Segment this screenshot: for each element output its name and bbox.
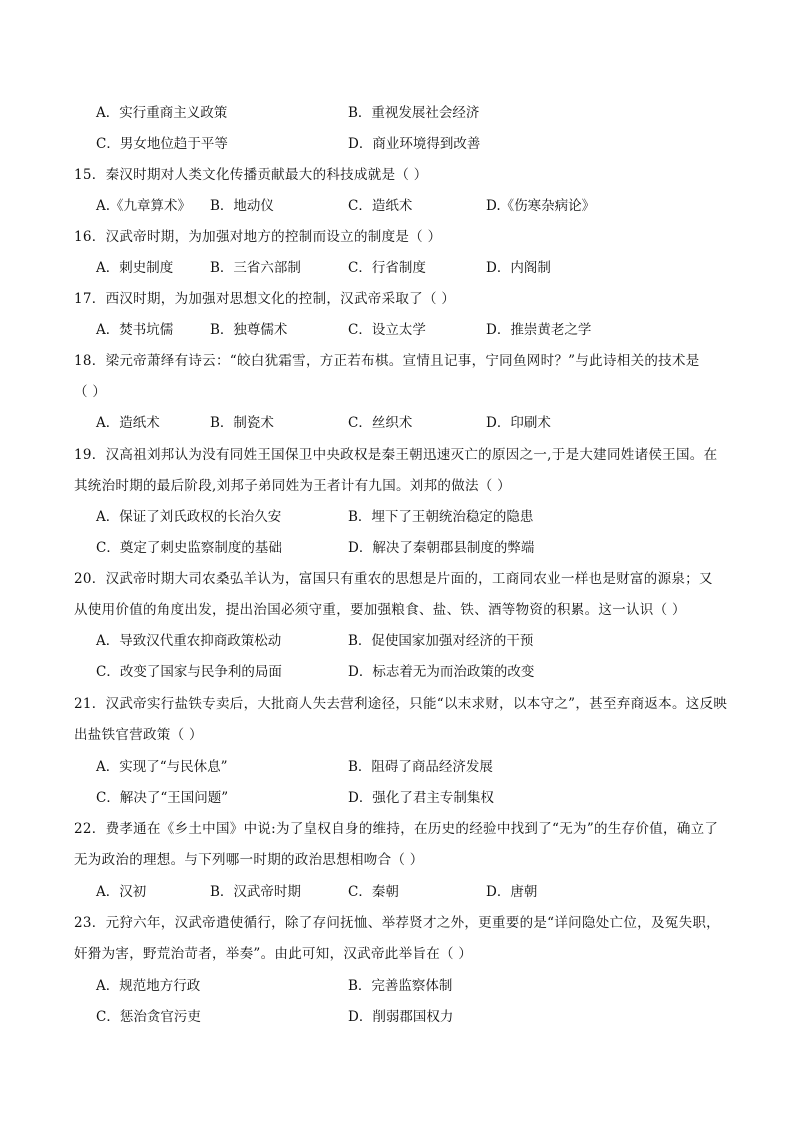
q15-option-b: B．地动仪 [210, 198, 274, 214]
q21-option-b: B．阻碍了商品经济发展 [348, 759, 493, 775]
q16-option-a: A．刺史制度 [96, 260, 174, 276]
question-20-line-2 [0, 599, 794, 621]
q17-stem: 17．西汉时期，为加强对思想文化的控制，汉武帝采取了（ ） [74, 291, 456, 307]
q19-option-a: A．保证了刘氏政权的长治久安 [96, 509, 282, 525]
q19-stem-line-1: 19．汉高祖刘邦认为没有同姓王国保卫中央政权是秦王朝迅速灭亡的原因之一,于是大建同姓诸侯王国。在 [74, 447, 718, 463]
q21-option-a: A．实现了“与民休息” [96, 759, 228, 775]
q19-stem-line-2: 其统治时期的最后阶段,刘邦子弟同姓为王者计有九国。刘邦的做法（ ） [74, 478, 511, 494]
q19-option-b: B．埋下了王朝统治稳定的隐患 [348, 509, 534, 525]
q19-option-c: C．奠定了刺史监察制度的基础 [96, 540, 282, 556]
q17-options [0, 319, 794, 341]
q23-option-a: A．规范地方行政 [96, 978, 201, 994]
q21-option-d: D．强化了君主专制集权 [348, 790, 494, 806]
q19-option-d: D．解决了秦朝郡县制度的弊端 [348, 540, 535, 556]
q21-stem-line-1: 21．汉武帝实行盐铁专卖后，大批商人失去营利途径，只能“以末求财，以本守之”，甚至弃商返本。这反映 [74, 696, 728, 712]
q16-options [0, 257, 794, 279]
q16-option-d: D．内阁制 [486, 260, 551, 276]
q22-option-b: B．汉武帝时期 [210, 884, 301, 900]
q17-option-b: B．独尊儒术 [210, 322, 288, 338]
q22-options [0, 881, 794, 903]
q17-option-c: C．设立太学 [348, 322, 426, 338]
q18-option-c: C．丝织术 [348, 415, 413, 431]
q15-option-d: D.《伤寒杂病论》 [486, 198, 596, 214]
q14-option-d: D．商业环境得到改善 [348, 136, 481, 152]
q20-stem-line-1: 20．汉武帝时期大司农桑弘羊认为，富国只有重农的思想是片面的，工商同农业一样也是财富的源泉；又 [74, 571, 713, 587]
question-22-line-2 [0, 849, 794, 871]
q15-option-c: C．造纸术 [348, 198, 413, 214]
q22-stem-line-2: 无为政治的理想。与下列哪一时期的政治思想相吻合（ ） [74, 852, 424, 868]
q22-option-d: D．唐朝 [486, 884, 538, 900]
q23-stem-line-2: 奸猾为害，野荒治苛者，举奏”。由此可知，汉武帝此举旨在（ ） [74, 946, 473, 962]
q20-option-c: C．改变了国家与民争利的局面 [96, 664, 282, 680]
q20-stem-line-2: 从使用价值的角度出发，提出治国必须守重，要加强粮食、盐、铁、酒等物资的积累。这一认识（ ） [74, 602, 686, 618]
question-20-line-1 [0, 568, 794, 590]
q17-option-d: D．推崇黄老之学 [486, 322, 592, 338]
question-16 [0, 226, 794, 248]
q21-stem-line-2: 出盐铁官营政策（ ） [74, 727, 203, 743]
q14-option-c: C．男女地位趋于平等 [96, 136, 228, 152]
q18-options [0, 412, 794, 434]
q23-options-row-2 [0, 1006, 794, 1028]
question-19-line-1 [0, 444, 794, 466]
q23-option-c: C．惩治贪官污吏 [96, 1009, 201, 1025]
q16-option-c: C．行省制度 [348, 260, 426, 276]
q15-option-a: A.《九章算术》 [96, 198, 192, 214]
q21-option-c: C．解决了“王国问题” [96, 790, 229, 806]
q18-option-a: A．造纸术 [96, 415, 160, 431]
q14-options-row-1 [0, 102, 794, 124]
q23-option-b: B．完善监察体制 [348, 978, 453, 994]
q14-options-row-2 [0, 133, 794, 155]
q15-stem: 15．秦汉时期对人类文化传播贡献最大的科技成就是（ ） [74, 167, 428, 183]
q18-option-b: B．制瓷术 [210, 415, 274, 431]
q19-options-row-1 [0, 506, 794, 528]
question-18-line-1 [0, 350, 794, 372]
question-18-line-2 [0, 381, 794, 403]
question-23-line-1 [0, 912, 794, 934]
q14-option-b: B．重视发展社会经济 [348, 105, 480, 121]
question-22-line-1 [0, 818, 794, 840]
q17-option-a: A．焚书坑儒 [96, 322, 174, 338]
q18-option-d: D．印刷术 [486, 415, 551, 431]
q22-stem-line-1: 22．费孝通在《乡土中国》中说:为了皇权自身的维持，在历史的经验中找到了“无为”的生存价值，确立了 [74, 821, 719, 837]
q20-option-a: A．导致汉代重农抑商政策松动 [96, 633, 282, 649]
q20-options-row-2 [0, 661, 794, 683]
q18-stem-line-1: 18．梁元帝萧绎有诗云：“皎白犹霜雪，方正若布棋。宣情且记事，宁同鱼网时？”与此诗相关的技术是 [74, 353, 700, 369]
question-19-line-2 [0, 475, 794, 497]
q18-stem-line-2: （ ） [74, 384, 107, 400]
question-23-line-2 [0, 943, 794, 965]
q22-option-a: A．汉初 [96, 884, 147, 900]
q20-option-b: B．促使国家加强对经济的干预 [348, 633, 534, 649]
q21-options-row-2 [0, 787, 794, 809]
q23-stem-line-1: 23．元狩六年，汉武帝遣使循行，除了存问抚恤、举荐贤才之外，更重要的是“详问隐处亡位，及冤失职， [74, 915, 720, 931]
q16-option-b: B．三省六部制 [210, 260, 301, 276]
question-21-line-2 [0, 724, 794, 746]
question-15 [0, 164, 794, 186]
question-17 [0, 288, 794, 310]
q23-option-d: D．削弱郡国权力 [348, 1009, 454, 1025]
q22-option-c: C．秦朝 [348, 884, 399, 900]
q14-option-a: A．实行重商主义政策 [96, 105, 228, 121]
question-21-line-1 [0, 693, 794, 715]
q15-options [0, 195, 794, 217]
q16-stem: 16．汉武帝时期，为加强对地方的控制而设立的制度是（ ） [74, 229, 442, 245]
q20-option-d: D．标志着无为而治政策的改变 [348, 664, 535, 680]
q23-options-row-1 [0, 975, 794, 997]
q20-options-row-1 [0, 630, 794, 652]
q19-options-row-2 [0, 537, 794, 559]
q21-options-row-1 [0, 756, 794, 778]
